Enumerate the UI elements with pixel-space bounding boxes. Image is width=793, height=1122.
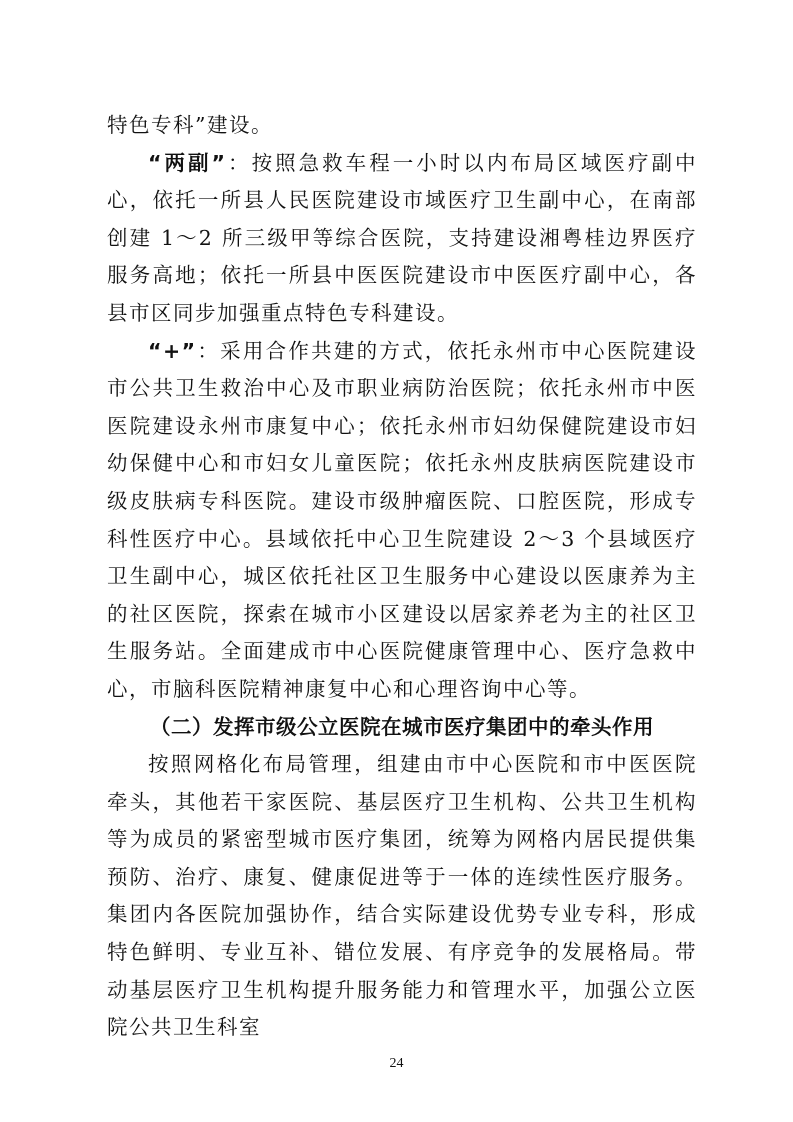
paragraph-lead: “+” xyxy=(148,338,197,363)
page-number: 24 xyxy=(389,1056,404,1071)
paragraph-plus xyxy=(107,333,697,709)
paragraph-continuation xyxy=(107,107,697,145)
section-heading: （二）发挥市级公立医院在城市医疗集团中的牵头作用 xyxy=(150,714,654,739)
paragraph-two-deputies xyxy=(107,145,697,333)
paragraph-text: 特色专科”建设。 xyxy=(107,113,273,137)
paragraph-text: ：采用合作共建的方式，依托永州市中心医院建设市公共卫生救治中心及市职业病防治医院；依托永州市中医医院建设永州市康复中心；依托永州市妇幼保健院建设市妇幼保健中心和市妇女儿童医院；依托永州皮肤病医院建设市级皮肤病专科医院。建设市级肿瘤医院、口腔医院，形成专科性医疗中心。县域依托中心卫生院建设 2～3 个县域医疗卫生副中心，城区依托社区卫生服务中心建设以医康养为主的社区医院，探索在城市小区建设以居家养老为主的社区卫生服务站。全面建成市中心医院健康管理中心、医疗急救中心，市脑科医院精神康复中心和心理咨询中心等。 xyxy=(107,338,697,701)
body-text xyxy=(107,107,697,1047)
paragraph-lead: “两副” xyxy=(148,150,227,175)
section-paragraph: 按照网格化布局管理，组建由市中心医院和市中医医院牵头，其他若干家医院、基层医疗卫生机构、公共卫生机构等为成员的紧密型城市医疗集团，统筹为网格内居民提供集预防、治疗、康复、健康促进等于一体的连续性医疗服务。集团内各医院加强协作，结合实际建设优势专业专科，形成特色鲜明、专业互补、错位发展、有序竞争的发展格局。带动基层医疗卫生机构提升服务能力和管理水平，加强公立医院公共卫生科室 xyxy=(107,752,697,1040)
paragraph-text: ：按照急救车程一小时以内布局区域医疗副中心，依托一所县人民医院建设市域医疗卫生副中心，在南部创建 1～2 所三级甲等综合医院，支持建设湘粤桂边界医疗服务高地；依托一所县中医医院建设市中医医疗副中心，各县市区同步加强重点特色专科建设。 xyxy=(107,150,698,325)
